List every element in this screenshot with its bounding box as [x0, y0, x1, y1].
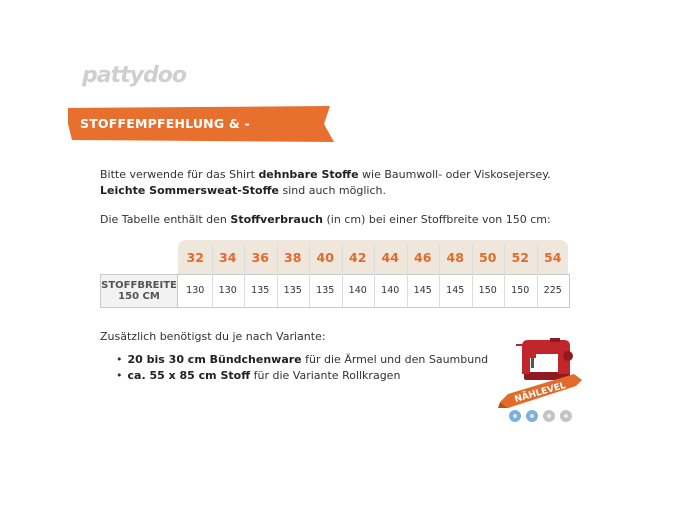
fabric-usage-size-40: 135 [316, 285, 335, 296]
intro-line-2: Leichte Sommersweat-Stoffe sind auch möglich. [100, 184, 386, 197]
fabric-usage-size-54: 225 [543, 285, 562, 296]
fabric-usage-size-48: 145 [446, 285, 465, 296]
fabric-usage-size-36: 135 [251, 285, 270, 296]
fabric-usage-size-32: 130 [186, 285, 205, 296]
fabric-usage-size-42: 140 [348, 285, 367, 296]
intro-line-1: Bitte verwende für das Shirt dehnbare Stoffe wie Baumwoll- oder Viskosejersey. [100, 168, 551, 181]
level-dot-center [530, 414, 534, 418]
list-item: • 20 bis 30 cm Bündchenware für die Ärmel und den Saumbund [116, 352, 488, 368]
size-36-header: 36 [251, 250, 269, 265]
size-48-header: 48 [446, 250, 464, 265]
level-dot-center [513, 414, 517, 418]
level-dots [509, 410, 572, 422]
fabric-usage-size-34: 130 [218, 285, 237, 296]
size-50-header: 50 [479, 250, 497, 265]
fabric-usage-size-38: 135 [283, 285, 302, 296]
extra-list [116, 352, 488, 384]
size-38-header: 38 [284, 250, 302, 265]
column-divider [342, 244, 343, 307]
column-divider [244, 244, 245, 307]
column-divider [212, 244, 213, 307]
sewing-machine-icon [516, 338, 573, 380]
size-52-header: 52 [511, 250, 529, 265]
size-46-header: 46 [414, 250, 432, 265]
fabric-usage-size-50: 150 [478, 285, 497, 296]
intro-line-3: Die Tabelle enthält den Stoffverbrauch (in cm) bei einer Stoffbreite von 150 cm: [100, 213, 551, 226]
size-44-header: 44 [381, 250, 399, 265]
sewing-level-badge [498, 332, 584, 428]
level-label: NÄHLEVEL [513, 380, 568, 406]
size-40-header: 40 [316, 250, 334, 265]
fabric-usage-size-52: 150 [511, 285, 530, 296]
size-54-header: 54 [544, 250, 562, 265]
logo-text: pattydoo [82, 63, 186, 88]
extra-intro: Zusätzlich benötigst du je nach Variante: [100, 330, 326, 343]
list-item: • ca. 55 x 85 cm Stoff für die Variante Rollkragen [116, 368, 488, 384]
column-divider [277, 244, 278, 307]
level-dot-center [564, 414, 568, 418]
size-32-header: 32 [186, 250, 204, 265]
fabric-usage-size-46: 145 [413, 285, 432, 296]
column-divider [504, 244, 505, 307]
row-label-fabric-width: STOFFBREITE 150 CM [100, 274, 178, 308]
column-divider [309, 244, 310, 307]
column-divider [407, 244, 408, 307]
size-42-header: 42 [349, 250, 367, 265]
fabric-usage-size-44: 140 [381, 285, 400, 296]
level-dot-center [547, 414, 551, 418]
column-divider [439, 244, 440, 307]
column-divider [472, 244, 473, 307]
column-divider [374, 244, 375, 307]
pattydoo-logo [82, 60, 186, 90]
column-divider [537, 244, 538, 307]
size-34-header: 34 [219, 250, 237, 265]
section-title: STOFFEMPFEHLUNG & -VERBRAUCH [80, 116, 250, 167]
